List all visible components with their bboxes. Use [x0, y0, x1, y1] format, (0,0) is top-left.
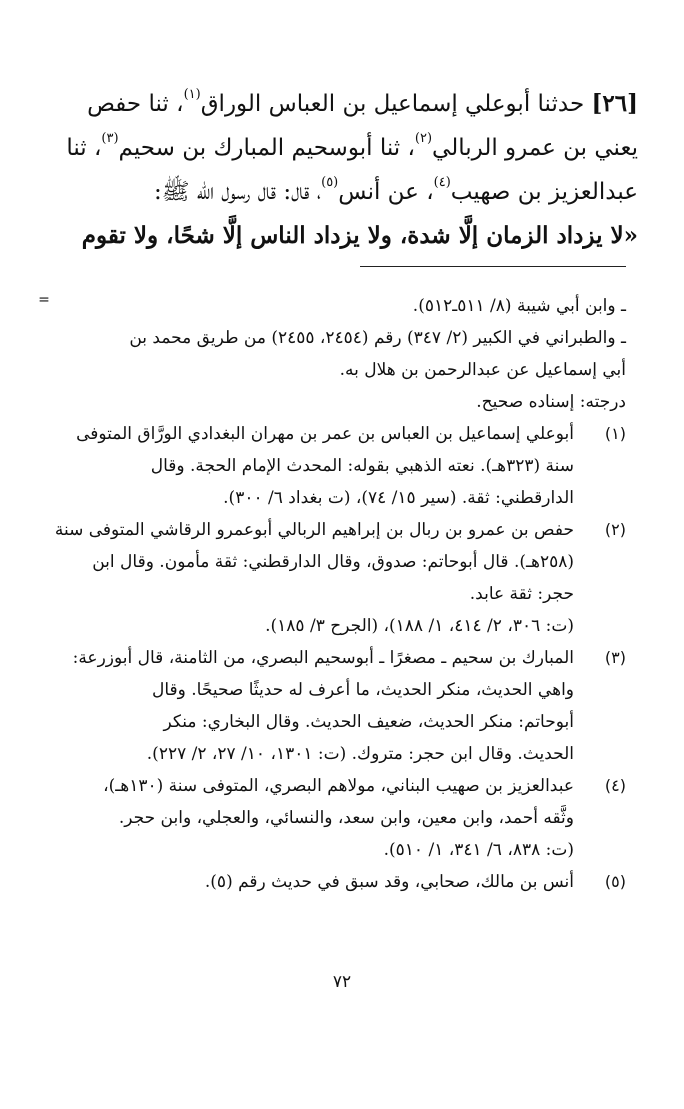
footnote-separator [360, 266, 626, 267]
footnote-number: (١) [604, 424, 626, 443]
footnote-ref-2[interactable]: (٢) [414, 131, 433, 147]
footnote-ref-5[interactable]: (٥) [321, 175, 339, 191]
footnote-ref-1[interactable]: (١) [183, 87, 201, 103]
hadith-text [54, 82, 638, 258]
note-line: واهي الحديث، منكر الحديث، ما أعرف له حديثًا صحيحًا. وقال [151, 680, 574, 700]
note-line: درجته: إسناده صحيح. [476, 392, 626, 412]
note-line: حجر: ثقة عابد. [469, 584, 574, 604]
note-line: ـ والطبراني في الكبير (٢/ ٣٤٧) رقم (٢٤٥٤، ٢٤٥٥) من طريق محمد بن [129, 328, 626, 348]
note-line: (ت: ٨٣٨، ٦/ ٣٤١، ١/ ٥١٠). [383, 840, 574, 860]
footnote-ref-3[interactable]: (٣) [101, 131, 119, 147]
note-line: حفص بن عمرو بن ربال بن إبراهيم الربالي أبوعمرو الرقاشي المتوفى سنة [54, 520, 574, 540]
note-line: أبوحاتم: منكر الحديث، ضعيف الحديث. وقال البخاري: منكر [163, 712, 574, 732]
note-line: وثَّقه أحمد، وابن معين، وابن سعد، والنسائي، والعجلي، وابن حجر. [118, 808, 574, 828]
note-line: عبدالعزيز بن صهيب البناني، مولاهم البصري، المتوفى سنة (١٣٠هـ)، [103, 776, 574, 796]
note-line: المبارك بن سحيم ـ مصغرًا ـ أبوسحيم البصري، من الثامنة، قال أبوزرعة: [72, 648, 574, 668]
hadith-number: [٢٦] [591, 90, 638, 117]
note-line: أبي إسماعيل عن عبدالرحمن بن هلال به. [339, 360, 626, 380]
footnote-1 [48, 418, 626, 514]
footnote-ref-4[interactable]: (٤) [433, 175, 451, 191]
hadith-line-1: [٢٦] حدثنا أبوعلي إسماعيل بن العباس الوراق$^{(١)}$، ثنا حفص [87, 87, 638, 117]
footnote-3 [48, 642, 626, 770]
footnote-number: (٤) [604, 776, 626, 795]
footnote-5 [48, 866, 626, 898]
footnote-2 [48, 514, 626, 642]
hadith-line-2: يعني بن عمرو الربالي$^{(٢)}$، ثنا أبوسحيم المبارك بن سحيم$^{(٣)}$، ثنا [66, 131, 638, 161]
footnote-4 [48, 770, 626, 866]
note-line: (٢٥٨هـ). قال أبوحاتم: صدوق، وقال الدارقطني: ثقة مأمون. وقال ابن [92, 552, 574, 572]
footnotes [48, 290, 626, 898]
note-line: الدارقطني: ثقة. (سير ١٥/ ٧٤)، (ت بغداد ٦/ ٣٠٠). [223, 488, 574, 508]
previous-footnote-continuation [48, 290, 626, 418]
note-line: ـ وابن أبي شيبة (٨/ ٥١١ـ٥١٢). [412, 296, 626, 316]
note-line: (ت: ٣٠٦، ٢/ ٤١٤، ١/ ١٨٨)، (الجرح ٣/ ١٨٥). [265, 616, 574, 636]
footnote-number: (٥) [604, 872, 626, 891]
note-line: سنة (٣٢٣هـ). نعته الذهبي بقوله: المحدث الإمام الحجة. وقال [150, 456, 574, 476]
note-line: الحديث. وقال ابن حجر: متروك. (ت: ١٣٠١، ١٠/ ٢٧، ٢/ ٢٢٧). [146, 744, 574, 764]
hadith-line-3: عبدالعزيز بن صهيب$^{(٤)}$، عن أنس$^{(٥)}$، قال: قال رسول الله ﷺ: [153, 175, 638, 205]
footnote-number: (٢) [604, 520, 626, 539]
footnote-number: (٣) [604, 648, 626, 667]
continuation-mark: = [38, 292, 50, 308]
hadith-line-4: «لا يزداد الزمان إلَّا شدة، ولا يزداد الناس إلَّا شحًا، ولا تقوم [81, 222, 638, 249]
note-line: أبوعلي إسماعيل بن العباس بن عمر بن مهران البغدادي الورَّاق المتوفى [76, 424, 574, 444]
page-number: ٧٢ [332, 972, 352, 992]
note-line: أنس بن مالك، صحابي، وقد سبق في حديث رقم (٥). [204, 872, 574, 892]
